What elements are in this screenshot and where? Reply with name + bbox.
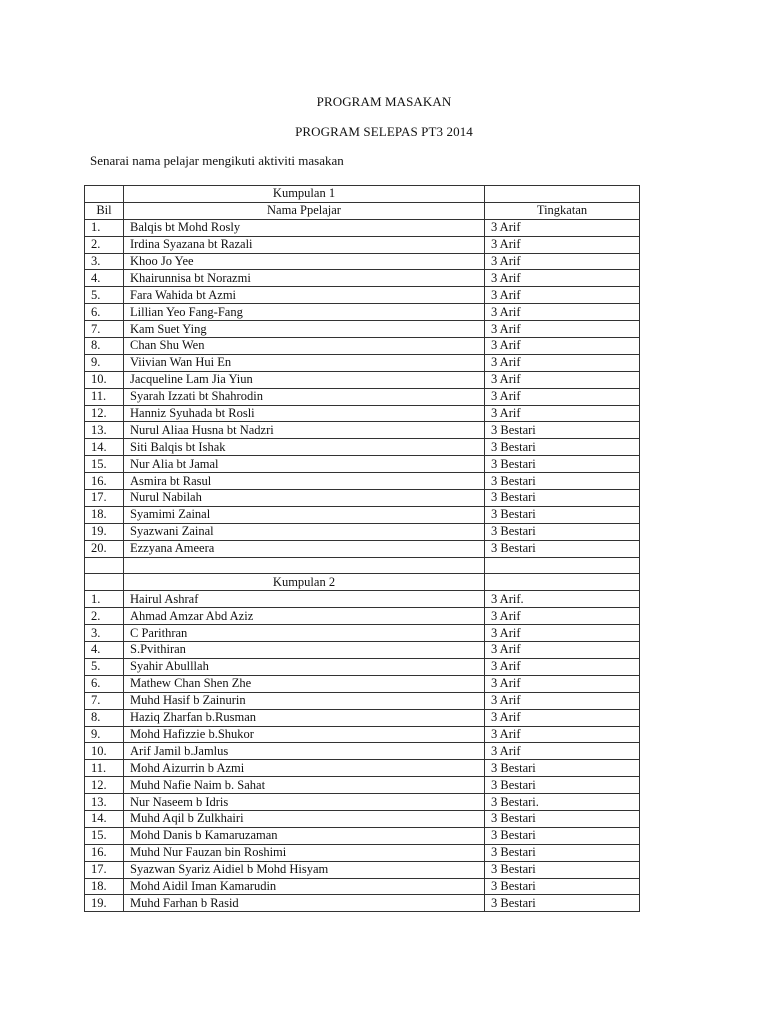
student-form: 3 Arif [485, 405, 640, 422]
row-number: 2. [85, 608, 124, 625]
empty-cell [124, 557, 485, 574]
empty-cell [85, 557, 124, 574]
row-number: 12. [85, 405, 124, 422]
table-row [85, 354, 640, 371]
student-name: Nurul Nabilah [124, 490, 485, 507]
row-number: 13. [85, 422, 124, 439]
row-number: 13. [85, 794, 124, 811]
table-row [85, 844, 640, 861]
intro-text: Senarai nama pelajar mengikuti aktiviti masakan [90, 153, 344, 168]
table-row [85, 608, 640, 625]
row-number: 5. [85, 287, 124, 304]
row-number: 19. [85, 895, 124, 912]
row-number: 4. [85, 642, 124, 659]
table-row [85, 726, 640, 743]
row-number: 19. [85, 523, 124, 540]
table-row [85, 253, 640, 270]
student-name: C Parithran [124, 625, 485, 642]
student-form: 3 Arif [485, 608, 640, 625]
table-row [85, 456, 640, 473]
group-title: Kumpulan 2 [124, 574, 485, 591]
student-table [84, 185, 640, 912]
row-number: 6. [85, 675, 124, 692]
student-name: Hairul Ashraf [124, 591, 485, 608]
empty-cell [485, 557, 640, 574]
student-name: Irdina Syazana bt Razali [124, 236, 485, 253]
row-number: 20. [85, 540, 124, 557]
table-row [85, 709, 640, 726]
empty-cell [85, 186, 124, 203]
group-title-row [85, 574, 640, 591]
header-form: Tingkatan [485, 202, 640, 219]
table-row [85, 591, 640, 608]
student-form: 3 Bestari [485, 861, 640, 878]
student-form: 3 Bestari [485, 878, 640, 895]
table-row [85, 827, 640, 844]
table-row [85, 287, 640, 304]
row-number: 18. [85, 878, 124, 895]
student-name: Nur Naseem b Idris [124, 794, 485, 811]
row-number: 8. [85, 709, 124, 726]
row-number: 11. [85, 760, 124, 777]
group-title: Kumpulan 1 [124, 186, 485, 203]
row-number: 7. [85, 321, 124, 338]
row-number: 10. [85, 743, 124, 760]
empty-cell [85, 574, 124, 591]
student-form: 3 Arif [485, 709, 640, 726]
student-name: Balqis bt Mohd Rosly [124, 219, 485, 236]
student-name: Mathew Chan Shen Zhe [124, 675, 485, 692]
document-subtitle: PROGRAM SELEPAS PT3 2014 [295, 124, 473, 139]
student-form: 3 Arif [485, 692, 640, 709]
table-row [85, 743, 640, 760]
table-header-row [85, 202, 640, 219]
row-number: 2. [85, 236, 124, 253]
student-form: 3 Bestari [485, 506, 640, 523]
row-number: 10. [85, 371, 124, 388]
student-name: Syahir Abulllah [124, 658, 485, 675]
document-title: PROGRAM MASAKAN [316, 94, 452, 109]
student-form: 3 Bestari [485, 490, 640, 507]
group-title-row [85, 186, 640, 203]
student-name: Muhd Hasif b Zainurin [124, 692, 485, 709]
student-name: S.Pvithiran [124, 642, 485, 659]
row-number: 9. [85, 354, 124, 371]
student-form: 3 Bestari [485, 473, 640, 490]
student-form: 3 Arif [485, 371, 640, 388]
student-name: Lillian Yeo Fang-Fang [124, 304, 485, 321]
student-form: 3 Arif [485, 726, 640, 743]
student-form: 3 Bestari [485, 895, 640, 912]
student-name: Mohd Hafizzie b.Shukor [124, 726, 485, 743]
student-name: Muhd Nur Fauzan bin Roshimi [124, 844, 485, 861]
student-form: 3 Arif [485, 743, 640, 760]
table-row [85, 490, 640, 507]
row-number: 9. [85, 726, 124, 743]
table-row [85, 794, 640, 811]
student-name: Syazwani Zainal [124, 523, 485, 540]
table-row [85, 304, 640, 321]
student-name: Chan Shu Wen [124, 338, 485, 355]
row-number: 15. [85, 456, 124, 473]
row-number: 12. [85, 777, 124, 794]
student-form: 3 Arif [485, 625, 640, 642]
table-row [85, 642, 640, 659]
row-number: 1. [85, 219, 124, 236]
table-row [85, 338, 640, 355]
empty-cell [485, 574, 640, 591]
student-name: Hanniz Syuhada bt Rosli [124, 405, 485, 422]
table-row [85, 810, 640, 827]
student-form: 3 Arif [485, 321, 640, 338]
student-name: Khairunnisa bt Norazmi [124, 270, 485, 287]
table-row [85, 388, 640, 405]
student-name: Muhd Farhan b Rasid [124, 895, 485, 912]
table-row [85, 692, 640, 709]
student-table-body [85, 186, 640, 912]
row-number: 15. [85, 827, 124, 844]
row-number: 16. [85, 844, 124, 861]
student-form: 3 Arif [485, 270, 640, 287]
student-name: Syazwan Syariz Aidiel b Mohd Hisyam [124, 861, 485, 878]
row-number: 3. [85, 625, 124, 642]
student-name: Ahmad Amzar Abd Aziz [124, 608, 485, 625]
student-form: 3 Arif [485, 236, 640, 253]
spacer-row [85, 557, 640, 574]
header-bil: Bil [85, 202, 124, 219]
student-form: 3 Bestari [485, 456, 640, 473]
student-form: 3 Arif. [485, 591, 640, 608]
student-name: Kam Suet Ying [124, 321, 485, 338]
table-row [85, 439, 640, 456]
student-form: 3 Bestari [485, 540, 640, 557]
table-row [85, 321, 640, 338]
student-name: Jacqueline Lam Jia Yiun [124, 371, 485, 388]
table-row [85, 658, 640, 675]
table-row [85, 777, 640, 794]
student-name: Muhd Aqil b Zulkhairi [124, 810, 485, 827]
student-form: 3 Arif [485, 388, 640, 405]
student-form: 3 Bestari [485, 523, 640, 540]
table-row [85, 523, 640, 540]
table-row [85, 422, 640, 439]
row-number: 11. [85, 388, 124, 405]
student-form: 3 Bestari [485, 827, 640, 844]
table-row [85, 625, 640, 642]
table-row [85, 895, 640, 912]
student-form: 3 Arif [485, 354, 640, 371]
student-form: 3 Arif [485, 642, 640, 659]
student-name: Nur Alia bt Jamal [124, 456, 485, 473]
table-row [85, 371, 640, 388]
table-row [85, 405, 640, 422]
student-name: Fara Wahida bt Azmi [124, 287, 485, 304]
student-form: 3 Bestari [485, 777, 640, 794]
row-number: 1. [85, 591, 124, 608]
row-number: 14. [85, 439, 124, 456]
student-name: Viivian Wan Hui En [124, 354, 485, 371]
row-number: 17. [85, 490, 124, 507]
row-number: 5. [85, 658, 124, 675]
student-form: 3 Arif [485, 287, 640, 304]
student-form: 3 Arif [485, 675, 640, 692]
student-form: 3 Arif [485, 304, 640, 321]
row-number: 6. [85, 304, 124, 321]
student-name: Siti Balqis bt Ishak [124, 439, 485, 456]
table-row [85, 236, 640, 253]
student-form: 3 Arif [485, 658, 640, 675]
row-number: 18. [85, 506, 124, 523]
table-row [85, 861, 640, 878]
student-form: 3 Bestari [485, 439, 640, 456]
row-number: 16. [85, 473, 124, 490]
row-number: 4. [85, 270, 124, 287]
student-name: Mohd Danis b Kamaruzaman [124, 827, 485, 844]
student-name: Asmira bt Rasul [124, 473, 485, 490]
table-row [85, 506, 640, 523]
table-row [85, 270, 640, 287]
student-form: 3 Bestari [485, 422, 640, 439]
student-name: Haziq Zharfan b.Rusman [124, 709, 485, 726]
student-form: 3 Arif [485, 338, 640, 355]
student-form: 3 Bestari [485, 844, 640, 861]
student-form: 3 Arif [485, 219, 640, 236]
student-name: Nurul Aliaa Husna bt Nadzri [124, 422, 485, 439]
student-name: Khoo Jo Yee [124, 253, 485, 270]
table-row [85, 540, 640, 557]
student-form: 3 Bestari [485, 810, 640, 827]
student-form: 3 Arif [485, 253, 640, 270]
student-form: 3 Bestari. [485, 794, 640, 811]
student-name: Ezzyana Ameera [124, 540, 485, 557]
row-number: 14. [85, 810, 124, 827]
header-name: Nama Ppelajar [124, 202, 485, 219]
student-name: Syamimi Zainal [124, 506, 485, 523]
table-row [85, 473, 640, 490]
student-name: Syarah Izzati bt Shahrodin [124, 388, 485, 405]
student-form: 3 Bestari [485, 760, 640, 777]
student-name: Arif Jamil b.Jamlus [124, 743, 485, 760]
table-row [85, 760, 640, 777]
table-row [85, 675, 640, 692]
empty-cell [485, 186, 640, 203]
row-number: 7. [85, 692, 124, 709]
student-name: Muhd Nafie Naim b. Sahat [124, 777, 485, 794]
row-number: 8. [85, 338, 124, 355]
student-name: Mohd Aidil Iman Kamarudin [124, 878, 485, 895]
row-number: 3. [85, 253, 124, 270]
table-row [85, 878, 640, 895]
table-row [85, 219, 640, 236]
row-number: 17. [85, 861, 124, 878]
student-name: Mohd Aizurrin b Azmi [124, 760, 485, 777]
